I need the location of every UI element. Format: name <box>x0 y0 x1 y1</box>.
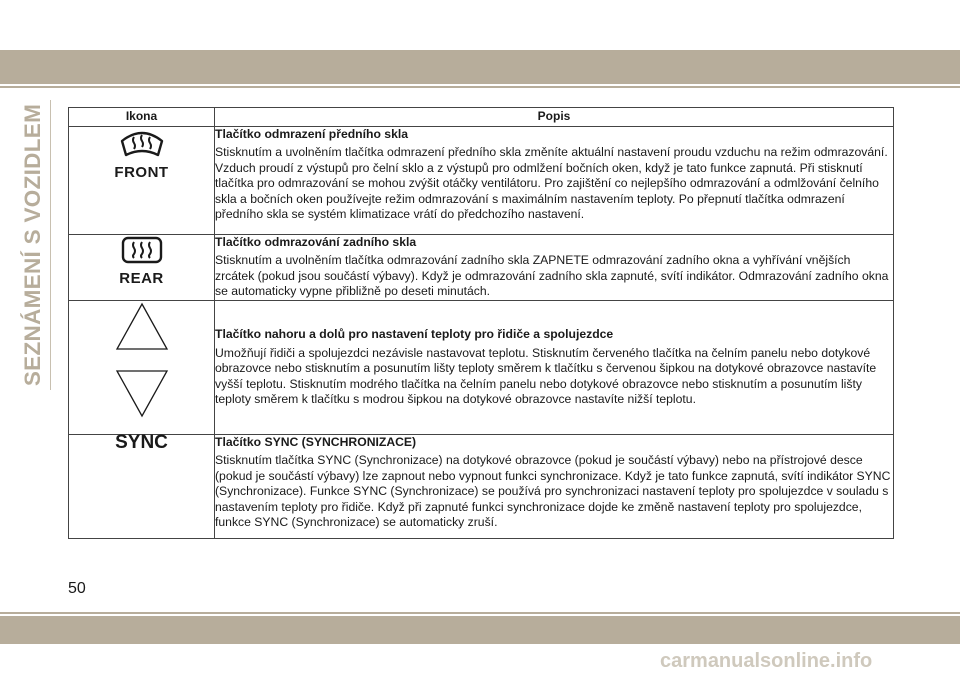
icon-cell <box>69 301 215 435</box>
row-title: Tlačítko odmrazování zadního skla <box>215 235 417 249</box>
column-header-description: Popis <box>215 108 894 127</box>
description-cell <box>215 301 894 435</box>
description-cell <box>215 235 894 301</box>
temperature-down-icon <box>114 367 170 419</box>
icon-description-table <box>68 107 894 539</box>
top-decorative-band <box>0 50 960 84</box>
row-text: Umožňují řidiči a spolujezdci nezávisle nastavovat teplotu. Stisknutím červeného tlačítka na čelním panelu nebo dotykové obrazovce nebo stisknutím a posunutím lišty teploty směrem k tlačítku s červenou šipkou na dotykové obrazovce nastavíte vyšší teplotu. Stisknutím modrého tlačítka na čelním panelu nebo dotykové obrazovce nebo stisknutím a posunutím lišty teploty směrem k tlačítku s modrou šipkou na dotykové obrazovce nastavíte nižší teplotu. <box>215 345 877 407</box>
row-text: Stisknutím a uvolněním tlačítka odmrazení předního skla změníte aktuální nastavení proudu vzduchu na režim odmrazování. Vzduch proudí z výstupů pro čelní sklo a z výstupů pro odmlžení bočních oken, když je tato funkce zapnutá. Při stisknutí tlačítka pro odmrazování se mohou zvýšit otáčky ventilátoru. Pro zajištění co nejlepšího odmrazování a odmlžování čelního skla a bočních oken používejte režim odmrazování s maximálním nastavením teploty. Po přepnutí tlačítka odmrazení předního skla se systém klimatizace vrátí do předchozího nastavení. <box>215 145 888 222</box>
description-cell <box>215 127 894 235</box>
table-row <box>69 301 894 435</box>
icon-cell <box>69 432 215 539</box>
bottom-rule <box>0 612 960 614</box>
table-row <box>69 435 894 539</box>
section-title: SEZNÁMENÍ S VOZIDLEM <box>20 103 45 387</box>
row-title: Tlačítko nahoru a dolů pro nastavení teploty pro řidiče a spolujezdce <box>215 327 614 342</box>
section-title-rule <box>50 100 51 390</box>
rear-icon-label: REAR <box>119 270 164 288</box>
icon-cell <box>69 127 215 235</box>
row-text: Stisknutím a uvolněním tlačítka odmrazování zadního skla ZAPNETE odmrazování zadního okna a vyhřívání vnějších zrcátek (pokud jsou součástí výbavy). Když je odmrazování zadního skla zapnuté, svítí indikátor. Odmrazování zadního okna se automaticky vypne přibližně po deseti minutách. <box>215 253 889 299</box>
watermark: carmanualsonline.info <box>660 650 873 672</box>
table-row <box>69 235 894 301</box>
top-rule <box>0 86 960 88</box>
description-cell <box>215 435 894 539</box>
rear-defrost-icon <box>117 235 167 265</box>
page-number: 50 <box>68 580 86 597</box>
bottom-decorative-band <box>0 616 960 644</box>
row-title: Tlačítko odmrazení předního skla <box>215 127 409 141</box>
row-title: Tlačítko SYNC (SYNCHRONIZACE) <box>215 435 417 449</box>
front-icon-label: FRONT <box>114 164 169 182</box>
column-header-icon: Ikona <box>69 108 215 127</box>
table-row <box>69 127 894 235</box>
temperature-up-icon <box>114 301 170 353</box>
top-margin <box>0 0 960 50</box>
sync-icon: SYNC <box>115 432 168 453</box>
icon-cell <box>69 235 215 301</box>
front-defrost-icon <box>117 127 167 159</box>
table-header-row <box>69 108 894 127</box>
row-text: Stisknutím tlačítka SYNC (Synchronizace) na dotykové obrazovce (pokud je součástí výbavy) nebo na přístrojové desce (pokud je součástí výbavy) lze zapnout nebo vypnout funkci synchronizace. Když je tato funkce zapnutá, svítí indikátor SYNC (Synchronizace). Funkce SYNC (Synchronizace) se používá pro synchronizaci nastavení teploty pro spolujezdce v souladu s nastavením teploty pro řidiče. Když při zapnuté funkci synchronizace dojde ke změně nastavení teploty pro spolujezdce, funkce SYNC (Synchronizace) se automaticky zruší. <box>215 453 891 530</box>
section-title-vertical <box>14 100 50 390</box>
